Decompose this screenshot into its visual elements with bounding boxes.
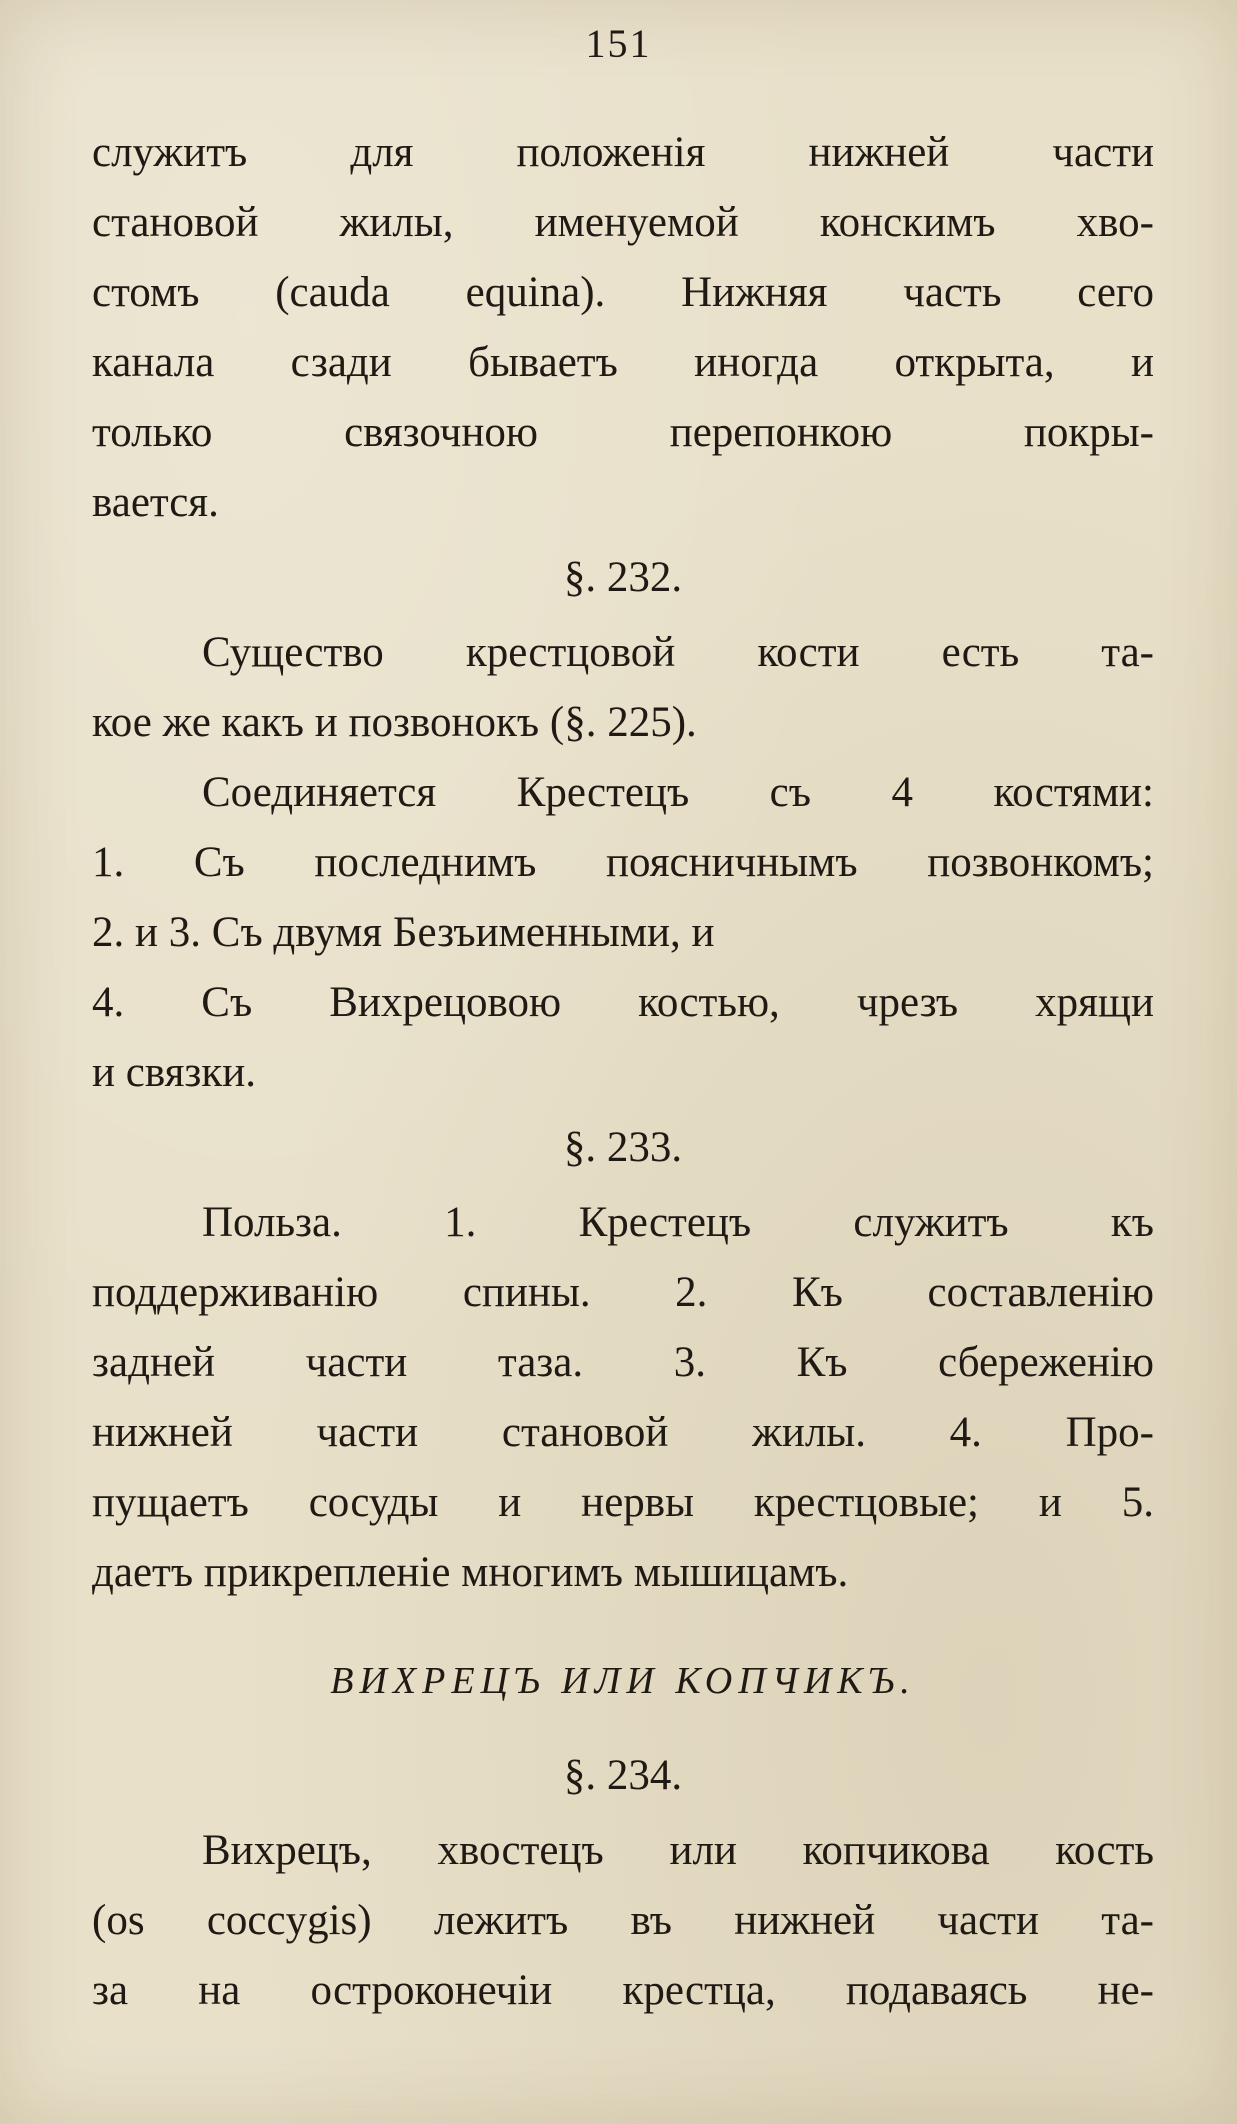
page-number: 151	[585, 21, 652, 66]
text-line: даетъ прикрепленіе многимъ мышицамъ.	[92, 1549, 849, 1596]
text-line: (os coccygis) лежитъ въ нижней части та-	[92, 1897, 1154, 1944]
text-line: за на остроконечіи крестца, подаваясь не-	[92, 1967, 1154, 2014]
text-line: Соединяется Крестецъ съ 4 костями:	[202, 769, 1154, 816]
text-line: задней части таза. 3. Къ сбереженію	[92, 1339, 1154, 1386]
text-line: и связки.	[92, 1049, 257, 1096]
text-line: служитъ для положенія нижней части	[92, 129, 1154, 176]
text-line: Существо крестцовой кости есть та-	[202, 629, 1154, 676]
text-line: Польза. 1. Крестецъ служитъ къ	[202, 1199, 1154, 1246]
text-line: Вихрецъ, хвостецъ или копчикова кость	[202, 1827, 1154, 1874]
text-line: становой жилы, именуемой конскимъ хво-	[92, 199, 1154, 246]
section-mark-233: §. 233.	[563, 1124, 683, 1171]
text-line: 2. и 3. Съ двумя Безъименными, и	[92, 909, 715, 956]
text-line: нижней части становой жилы. 4. Про-	[92, 1409, 1154, 1456]
chapter-heading: ВИХРЕЦЪ ИЛИ КОПЧИКЪ.	[330, 1660, 916, 1702]
section-mark-232: §. 232.	[563, 554, 683, 601]
text-line: 4. Съ Вихрецовою костью, чрезъ хрящи	[92, 979, 1154, 1026]
text-line: пущаетъ сосуды и нервы крестцовые; и 5.	[92, 1479, 1154, 1526]
text-line: вается.	[92, 479, 219, 526]
text-line: канала сзади бываетъ иногда открыта, и	[92, 339, 1154, 386]
text-line: только связочною перепонкою покры-	[92, 409, 1154, 456]
body-text	[92, 118, 1154, 2026]
text-line: 1. Съ последнимъ поясничнымъ позвонкомъ;	[92, 839, 1154, 886]
text-line: кое же какъ и позвонокъ (§. 225).	[92, 699, 697, 746]
section-mark-234: §. 234.	[563, 1752, 683, 1799]
text-line: стомъ (cauda equina). Нижняя часть сего	[92, 269, 1154, 316]
text-line: поддерживанію спины. 2. Къ составленію	[92, 1269, 1154, 1316]
